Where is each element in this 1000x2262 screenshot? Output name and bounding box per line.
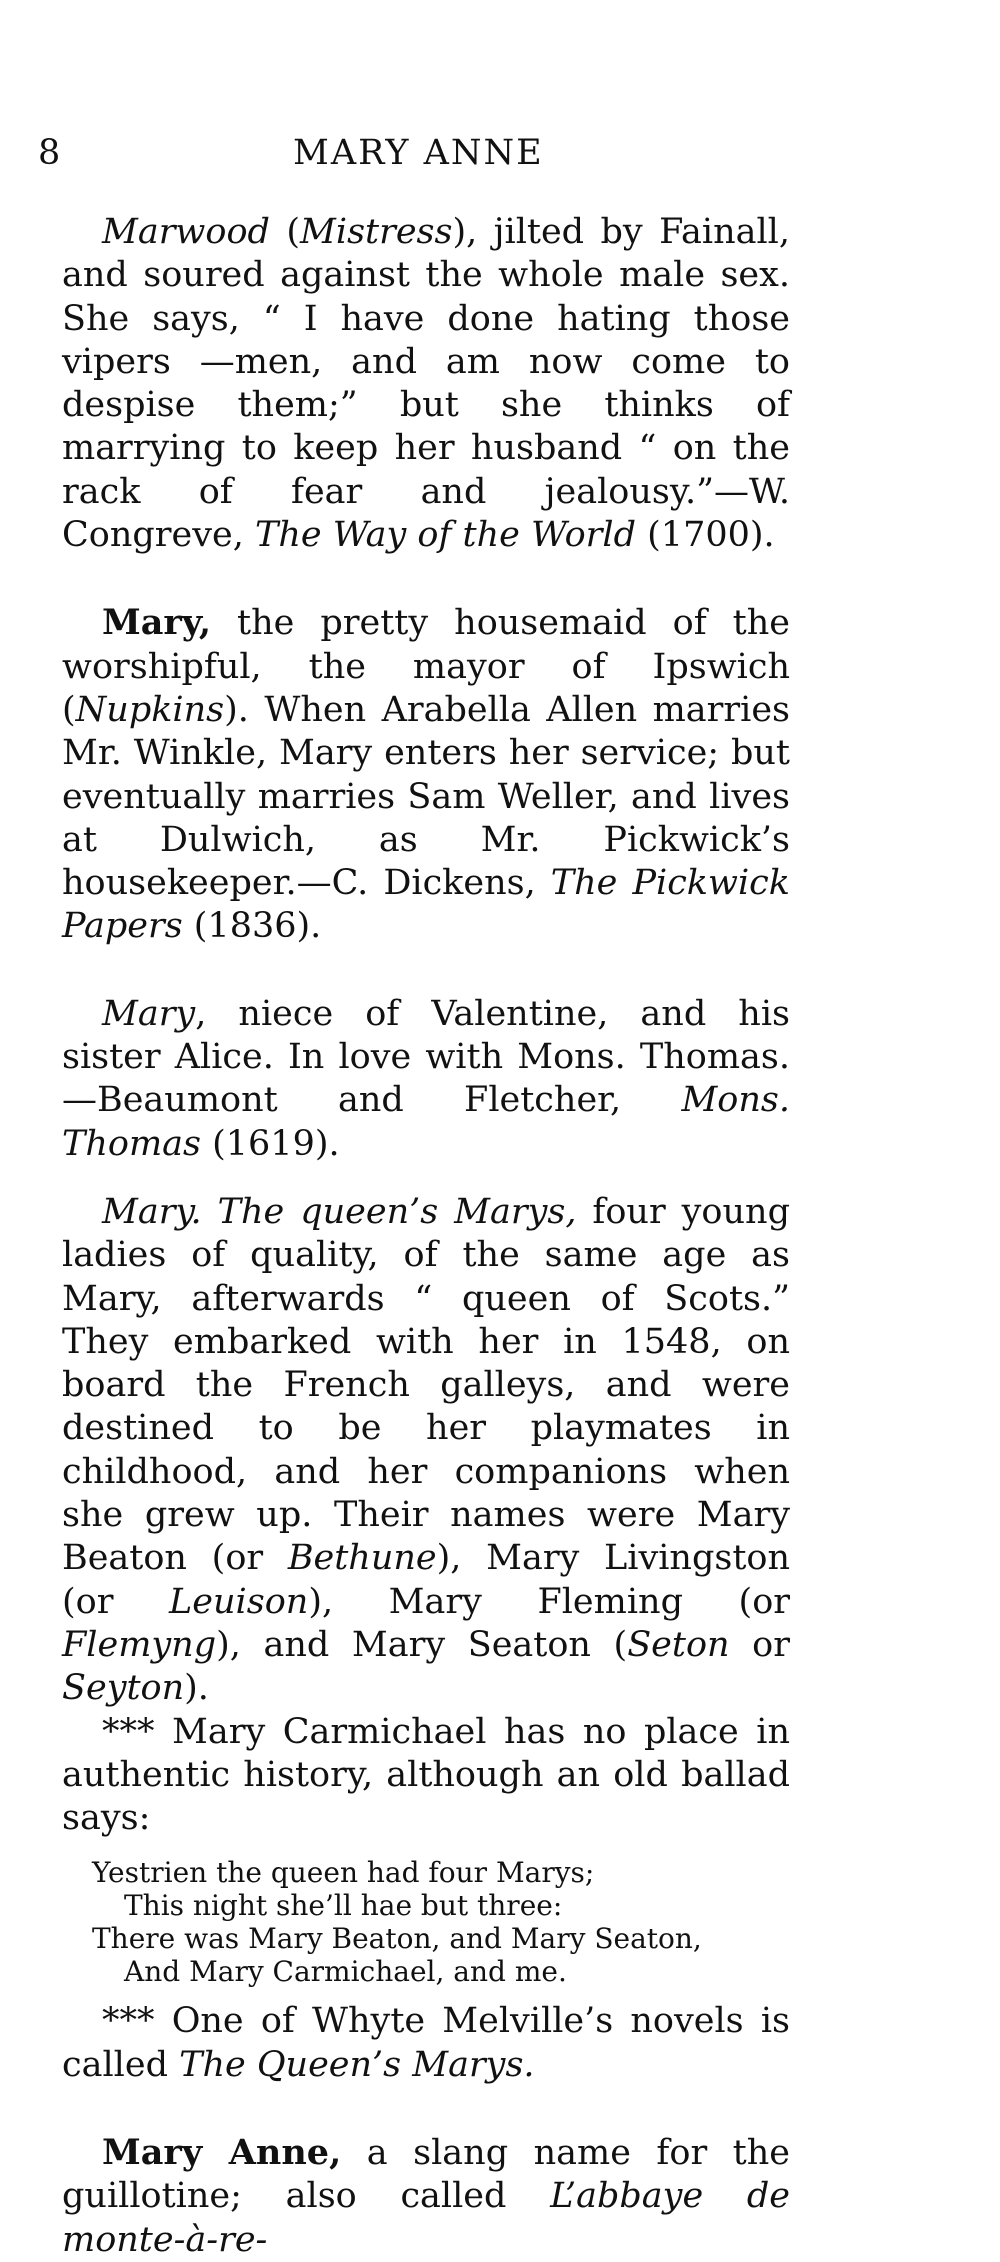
entry-paragraph xyxy=(62,211,790,557)
entry-mary-niece xyxy=(62,993,790,1166)
entry-headword: Mary xyxy=(102,993,196,1034)
verse-line: This night she’ll hae but three: xyxy=(124,1889,563,1923)
entry-text: ( xyxy=(269,212,301,252)
entry-text: ). xyxy=(184,1668,209,1709)
entry-text-italic: Leuison xyxy=(169,1581,309,1622)
entry-text: ). When Arabella Allen marries Mr. Winkle, Mary enters her service; but eventually marries Sam Weller, and lives at Dulwich, as Mr. Pickwick’s housekeeper.—C. Dickens, xyxy=(62,689,790,904)
entry-marwood xyxy=(62,211,790,557)
entry-headword: Mary, xyxy=(102,602,212,644)
entry-work-title: The Pickwick Papers xyxy=(62,863,790,947)
entry-text-italic: Nupkins xyxy=(75,689,225,730)
entry-text: ), and Mary Seaton ( xyxy=(216,1624,628,1665)
entry-headword: Marwood xyxy=(102,212,270,252)
entry-headword: Mary Anne, xyxy=(102,2131,342,2173)
entry-text-italic: Bethune xyxy=(287,1538,437,1579)
entry-text: or xyxy=(729,1624,790,1665)
entry-text-italic: Mistress xyxy=(300,212,453,252)
entry-text: four young ladies of quality, of the same age as Mary, afterwards “ queen of Scots.” They embarked with her in 1548, on board the French galleys, and were destined to be her playmates in childhood, and her companions when she grew up. Their names were Mary Beaton (or xyxy=(62,1191,790,1579)
entry-paragraph xyxy=(62,993,790,1166)
editorial-note: *** Mary Carmichael has no place in authentic history, although an old ballad says: xyxy=(62,1711,790,1839)
entry-text: ), Mary Livingston (or xyxy=(62,1538,791,1622)
entry-text-italic: Seyton xyxy=(62,1668,185,1709)
entry-paragraph xyxy=(62,601,790,948)
running-title: MARY ANNE xyxy=(293,133,544,173)
entry-work-title: The Way of the World xyxy=(254,515,637,556)
entry-work-title: Mons. Thomas xyxy=(62,1080,790,1164)
entry-text: the pretty housemaid of the worshipful, the mayor of Ipswich ( xyxy=(62,603,790,730)
entry-text: ), jilted by Fainall, and soured against the whole male sex. She says, “ I have done hating those vipers —men, and am now come to despise them;” but she thinks of marrying to keep her husband “ on the rack of fear and jealousy.”—W. Congreve, xyxy=(62,212,790,556)
entry-paragraph xyxy=(62,1191,790,1711)
dictionary-body xyxy=(62,211,790,2262)
editorial-note xyxy=(62,2000,790,2087)
entry-text: *** One of Whyte Melville’s novels is called xyxy=(62,2001,790,2085)
verse-line: Yestrien the queen had four Marys; xyxy=(92,1856,595,1890)
entry-text: (1836). xyxy=(182,906,322,947)
entry-text: (1619). xyxy=(200,1123,340,1164)
entry-queens-marys xyxy=(62,1191,790,2087)
entry-text: a slang name for the guillotine; also called xyxy=(62,2132,790,2217)
entry-text: (1700). xyxy=(636,515,775,556)
verse-line: And Mary Carmichael, and me. xyxy=(124,1955,567,1989)
entry-paragraph xyxy=(62,2131,790,2262)
entry-mary-housemaid xyxy=(62,601,790,948)
entry-headword: Mary. The queen’s Marys, xyxy=(102,1191,577,1232)
entry-text-italic: Flemyng xyxy=(62,1624,217,1665)
entry-mary-anne xyxy=(62,2131,790,2262)
entry-text-italic: Seton xyxy=(627,1624,730,1665)
entry-text-italic: L’abbaye de monte-à-re- xyxy=(62,2176,791,2260)
running-head xyxy=(0,128,1000,178)
ballad-verse xyxy=(92,1856,790,1988)
entry-text: ), Mary Fleming (or xyxy=(308,1581,791,1622)
page-number: 8 xyxy=(38,133,61,173)
entry-text: , niece of Valentine, and his sister Alice. In love with Mons. Thomas.—Beaumont and Fletcher, xyxy=(62,993,790,1121)
entry-work-title: The Queen’s Marys. xyxy=(179,2044,535,2085)
verse-line: There was Mary Beaton, and Mary Seaton, xyxy=(92,1922,702,1956)
